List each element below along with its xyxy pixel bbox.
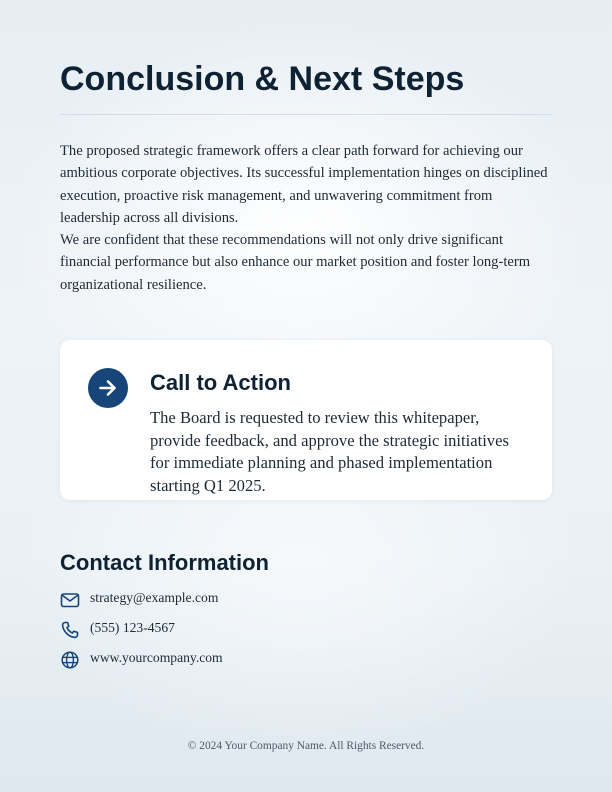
contact-email-row	[60, 588, 360, 612]
envelope-icon	[60, 590, 80, 610]
title-divider	[60, 114, 552, 115]
contact-phone-row	[60, 618, 360, 642]
footer-copyright: © 2024 Your Company Name. All Rights Reserved.	[187, 740, 425, 752]
contact-website[interactable]: www.yourcompany.com	[90, 650, 223, 665]
intro-paragraph-1: The proposed strategic framework offers a clear path forward for achieving our ambitious corporate objectives. Its successful implementation hinges on disciplined execution, proactive risk management, and unwavering commitment from leadership across all divisions.	[60, 143, 548, 226]
arrow-right-icon	[88, 368, 128, 408]
intro-text	[60, 140, 552, 296]
page-title: Conclusion & Next Steps	[60, 60, 465, 98]
call-to-action-heading: Call to Action	[150, 370, 291, 395]
call-to-action-body: The Board is requested to review this whitepaper, provide feedback, and approve the strategic initiatives for immediate planning and phased implementation starting Q1 2025.	[150, 408, 509, 495]
call-to-action-card	[60, 340, 552, 500]
contact-website-row	[60, 648, 360, 672]
globe-icon	[60, 650, 80, 670]
phone-icon	[60, 620, 80, 640]
contact-email[interactable]: strategy@example.com	[90, 590, 219, 605]
intro-paragraph-2: We are confident that these recommendations will not only drive significant financial performance but also enhance our market position and foster long-term organizational resilience.	[60, 232, 531, 293]
contact-heading: Contact Information	[60, 550, 269, 575]
contact-phone[interactable]: (555) 123-4567	[90, 620, 175, 635]
